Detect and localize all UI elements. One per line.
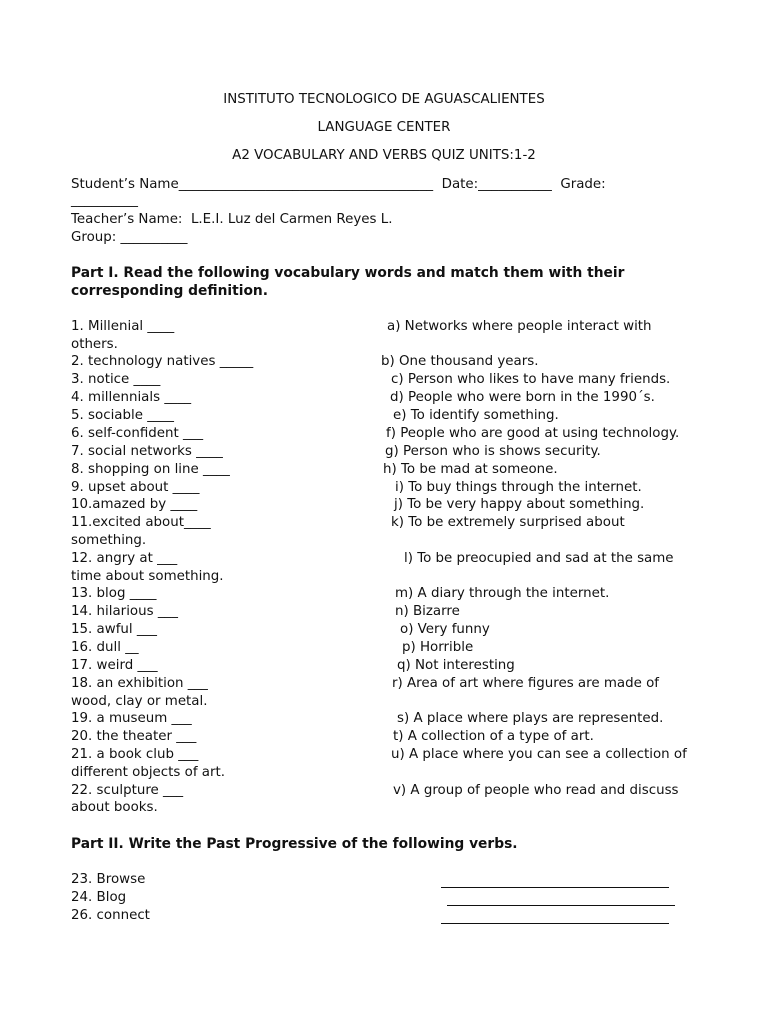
vocab-item[interactable]: 14. hilarious ___ bbox=[71, 604, 178, 619]
answer-blank[interactable] bbox=[447, 904, 675, 906]
verb-item: 24. Blog bbox=[71, 890, 127, 905]
definition-item: o) Very funny bbox=[400, 622, 490, 637]
institution-title: INSTITUTO TECNOLOGICO DE AGUASCALIENTES bbox=[223, 92, 545, 107]
vocab-item[interactable]: 1. Millenial ____ bbox=[71, 319, 175, 334]
verb-item: 23. Browse bbox=[71, 872, 146, 887]
definition-item: l) To be preocupied and sad at the same bbox=[404, 551, 674, 566]
vocab-item[interactable]: 9. upset about ____ bbox=[71, 480, 200, 495]
vocab-item[interactable]: 17. weird ___ bbox=[71, 658, 158, 673]
definition-item: h) To be mad at someone. bbox=[383, 462, 558, 477]
definition-continuation: wood, clay or metal. bbox=[71, 694, 208, 709]
definition-item: p) Horrible bbox=[402, 640, 474, 655]
vocab-item[interactable]: 7. social networks ____ bbox=[71, 444, 223, 459]
vocab-item[interactable]: 6. self-confident ___ bbox=[71, 426, 204, 441]
vocab-item[interactable]: 8. shopping on line ____ bbox=[71, 462, 230, 477]
definition-item: t) A collection of a type of art. bbox=[393, 729, 594, 744]
definition-item: r) Area of art where figures are made of bbox=[392, 676, 659, 691]
definition-item: m) A diary through the internet. bbox=[395, 586, 610, 601]
answer-blank[interactable] bbox=[441, 886, 669, 888]
part1-instructions-line1: Part I. Read the following vocabulary words and match them with their bbox=[71, 265, 625, 281]
definition-item: k) To be extremely surprised about bbox=[391, 515, 625, 530]
verb-item: 26. connect bbox=[71, 908, 150, 923]
definition-item: e) To identify something. bbox=[393, 408, 559, 423]
definition-continuation: different objects of art. bbox=[71, 765, 226, 780]
definition-continuation: something. bbox=[71, 533, 147, 548]
vocab-item[interactable]: 18. an exhibition ___ bbox=[71, 676, 208, 691]
definition-item: v) A group of people who read and discuss bbox=[393, 783, 679, 798]
vocab-item[interactable]: 5. sociable ____ bbox=[71, 408, 174, 423]
language-center-title: LANGUAGE CENTER bbox=[317, 120, 451, 135]
grade-blank[interactable]: __________ bbox=[71, 193, 138, 208]
definition-item: b) One thousand years. bbox=[381, 354, 539, 369]
teacher-name: Teacher’s Name: L.E.I. Luz del Carmen Reyes L. bbox=[71, 212, 393, 227]
vocab-item[interactable]: 10.amazed by ____ bbox=[71, 497, 198, 512]
definition-item: s) A place where plays are represented. bbox=[397, 711, 664, 726]
quiz-title: A2 VOCABULARY AND VERBS QUIZ UNITS:1-2 bbox=[232, 148, 536, 163]
vocab-item[interactable]: 11.excited about____ bbox=[71, 515, 211, 530]
vocab-item[interactable]: 21. a book club ___ bbox=[71, 747, 199, 762]
vocab-item[interactable]: 16. dull __ bbox=[71, 640, 139, 655]
vocab-item[interactable]: 13. blog ____ bbox=[71, 586, 157, 601]
vocab-item[interactable]: 19. a museum ___ bbox=[71, 711, 192, 726]
definition-item: q) Not interesting bbox=[397, 658, 515, 673]
definition-item: a) Networks where people interact with bbox=[387, 319, 652, 334]
group-line[interactable]: Group: __________ bbox=[71, 230, 188, 245]
definition-item: n) Bizarre bbox=[395, 604, 460, 619]
definition-item: u) A place where you can see a collection of bbox=[391, 747, 687, 762]
part2-instructions: Part II. Write the Past Progressive of the following verbs. bbox=[71, 836, 518, 852]
vocab-item[interactable]: 20. the theater ___ bbox=[71, 729, 197, 744]
definition-item: f) People who are good at using technology. bbox=[386, 426, 680, 441]
vocab-item[interactable]: 4. millennials ____ bbox=[71, 390, 192, 405]
vocab-item[interactable]: 3. notice ____ bbox=[71, 372, 161, 387]
definition-item: c) Person who likes to have many friends. bbox=[391, 372, 671, 387]
student-name-line[interactable]: Student’s Name______________________________________ Date:___________ Grade: bbox=[71, 177, 606, 192]
answer-blank[interactable] bbox=[441, 922, 669, 924]
definition-continuation: about books. bbox=[71, 800, 158, 815]
vocab-item[interactable]: 12. angry at ___ bbox=[71, 551, 178, 566]
definition-item: j) To be very happy about something. bbox=[394, 497, 645, 512]
definition-item: g) Person who is shows security. bbox=[385, 444, 601, 459]
vocab-item[interactable]: 15. awful ___ bbox=[71, 622, 157, 637]
part1-instructions-line2: corresponding definition. bbox=[71, 283, 268, 299]
definition-item: i) To buy things through the internet. bbox=[395, 480, 642, 495]
definition-continuation: time about something. bbox=[71, 569, 224, 584]
vocab-item[interactable]: 22. sculpture ___ bbox=[71, 783, 184, 798]
vocab-item[interactable]: 2. technology natives _____ bbox=[71, 354, 254, 369]
definition-item: d) People who were born in the 1990´s. bbox=[390, 390, 655, 405]
definition-continuation: others. bbox=[71, 337, 118, 352]
